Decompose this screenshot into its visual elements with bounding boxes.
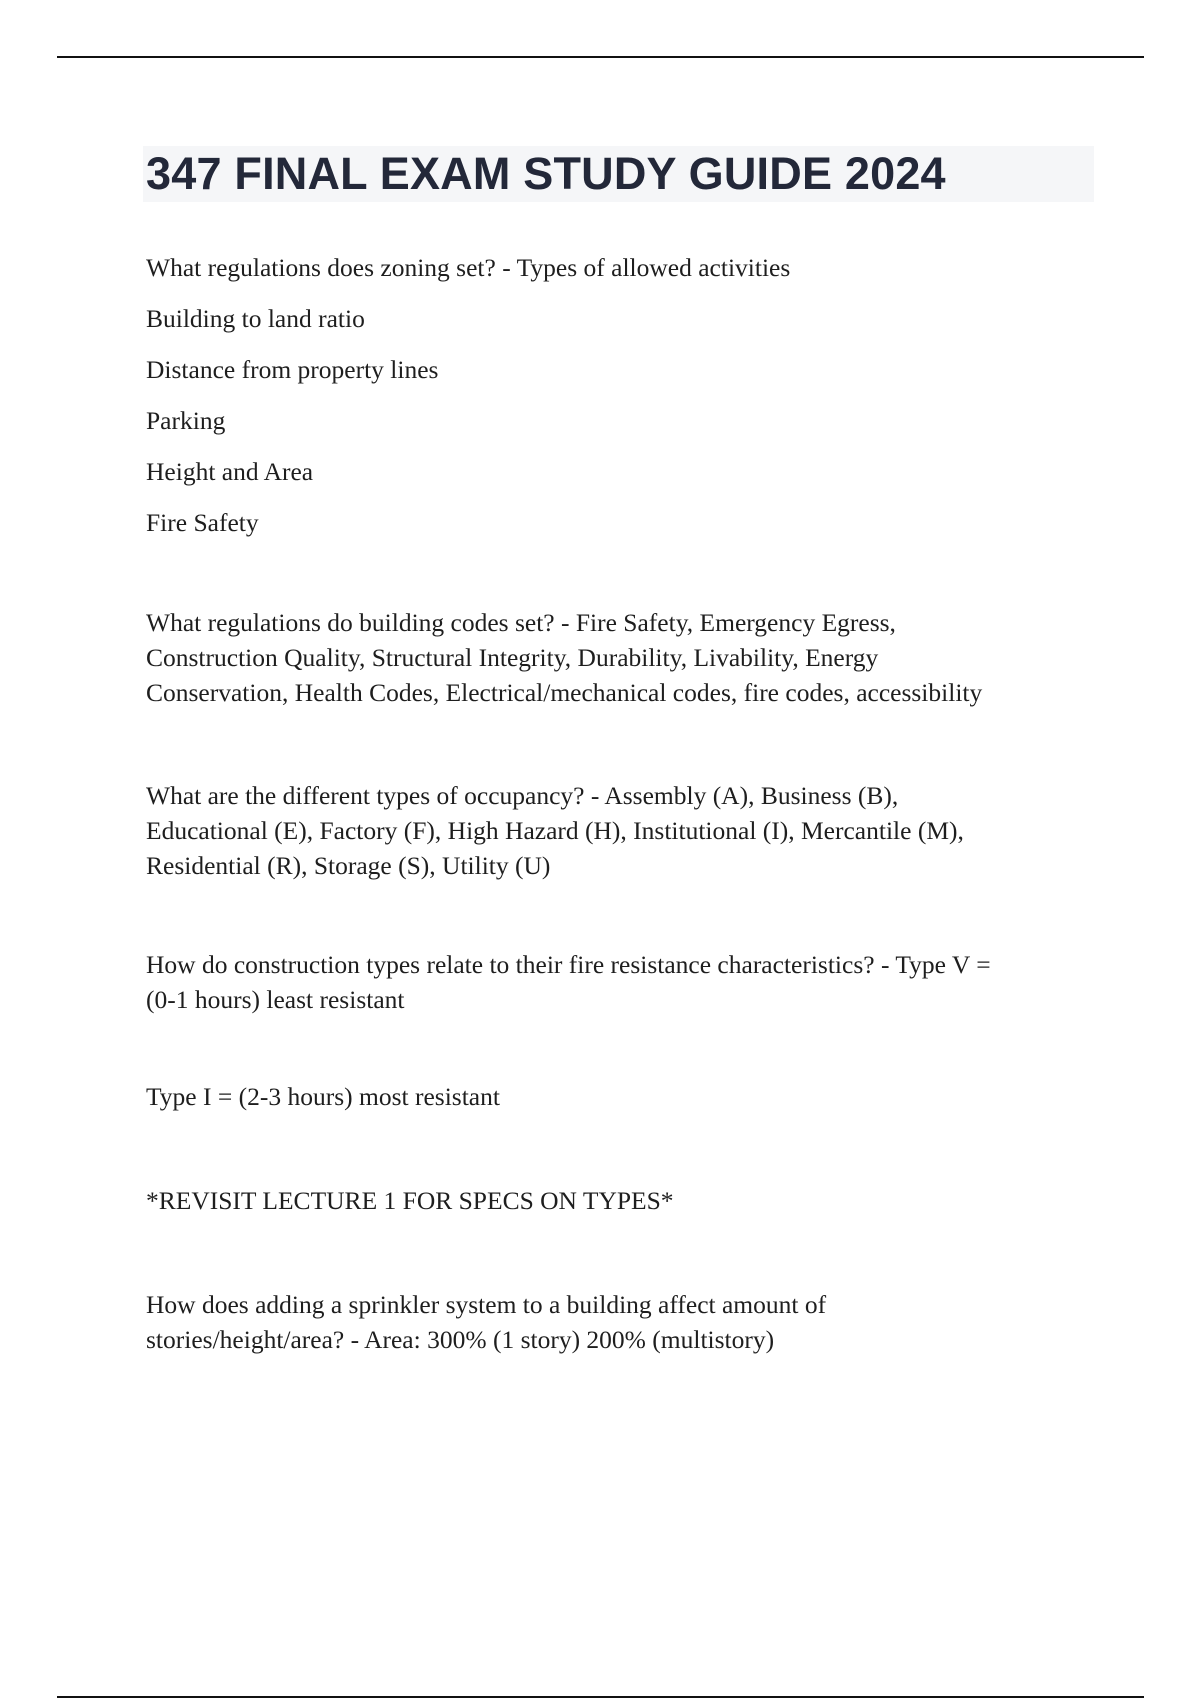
zoning-item: Building to land ratio xyxy=(146,304,365,333)
revisit-note xyxy=(146,1183,1096,1218)
document-body xyxy=(146,250,1096,1357)
occupancy-paragraph xyxy=(146,778,1096,883)
paragraph-line: *REVISIT LECTURE 1 FOR SPECS ON TYPES* xyxy=(146,1186,674,1215)
construction-types-paragraph xyxy=(146,947,1096,1017)
paragraph-line: Conservation, Health Codes, Electrical/mechanical codes, fire codes, accessibility xyxy=(146,678,983,707)
document-title: 347 FINAL EXAM STUDY GUIDE 2024 xyxy=(146,148,946,199)
paragraph-line: Type I = (2-3 hours) most resistant xyxy=(146,1082,500,1111)
zoning-item: Height and Area xyxy=(146,457,314,486)
zoning-question: What regulations does zoning set? - Types of allowed activities xyxy=(146,253,791,282)
paragraph-line: How does adding a sprinkler system to a building affect amount of xyxy=(146,1290,827,1319)
zoning-item: Distance from property lines xyxy=(146,355,439,384)
paragraph-line: What are the different types of occupancy? - Assembly (A), Business (B), xyxy=(146,781,899,810)
paragraph-line: Construction Quality, Structural Integrity, Durability, Livability, Energy xyxy=(146,643,879,672)
paragraph-line: stories/height/area? - Area: 300% (1 story) 200% (multistory) xyxy=(146,1325,775,1354)
zoning-section xyxy=(146,250,1096,540)
zoning-item: Parking xyxy=(146,406,226,435)
paragraph-line: How do construction types relate to their fire resistance characteristics? - Type V = xyxy=(146,950,991,979)
paragraph-line: (0-1 hours) least resistant xyxy=(146,985,405,1014)
zoning-item: Fire Safety xyxy=(146,508,259,537)
top-rule xyxy=(57,56,1144,58)
bottom-rule xyxy=(57,1696,1144,1698)
paragraph-line: Residential (R), Storage (S), Utility (U) xyxy=(146,851,551,880)
type-one-paragraph xyxy=(146,1079,1096,1114)
paragraph-line: Educational (E), Factory (F), High Hazard (H), Institutional (I), Mercantile (M), xyxy=(146,816,964,845)
sprinkler-paragraph xyxy=(146,1287,1096,1357)
paragraph-line: What regulations do building codes set? - Fire Safety, Emergency Egress, xyxy=(146,608,896,637)
building-codes-paragraph xyxy=(146,605,1096,710)
